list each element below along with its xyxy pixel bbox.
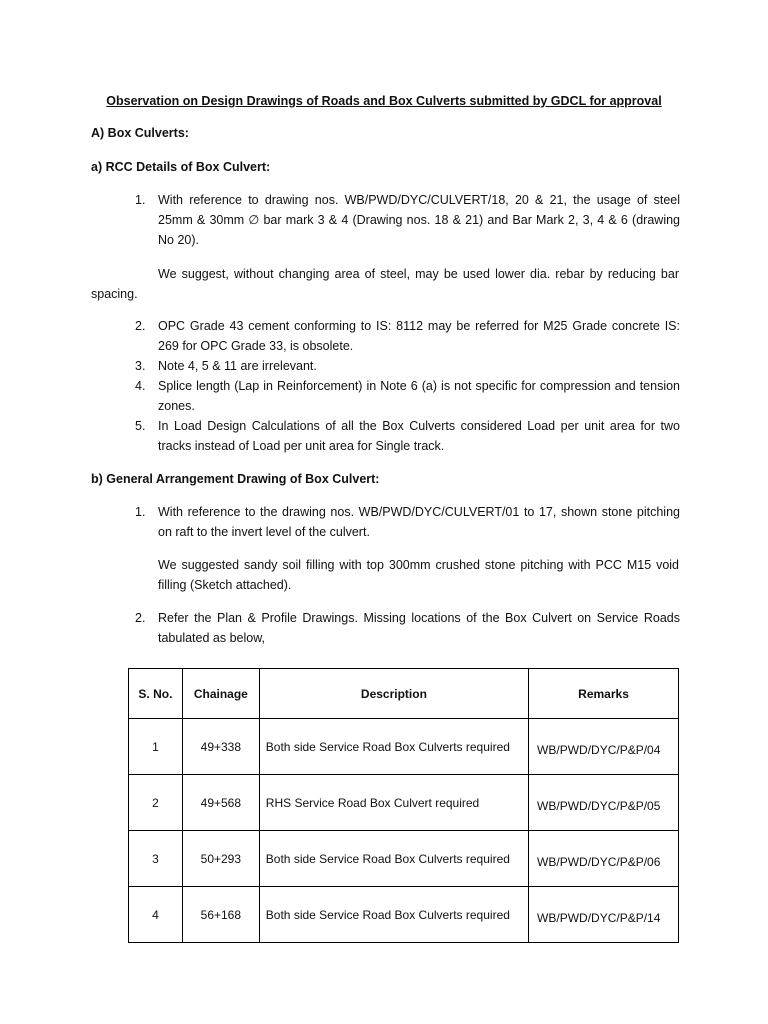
missing-culverts-table (128, 668, 679, 943)
cell-remarks: WB/PWD/DYC/P&P/06 (529, 831, 679, 887)
column-header-chainage: Chainage (182, 669, 259, 719)
list-item-text: Refer the Plan & Profile Drawings. Missing locations of the Box Culvert on Service Roads tabulated as below, (158, 611, 680, 645)
cell-remarks: WB/PWD/DYC/P&P/14 (529, 887, 679, 943)
cell-description: Both side Service Road Box Culverts required (259, 831, 528, 887)
list-item (135, 316, 680, 356)
list-item-text: In Load Design Calculations of all the Box Culverts considered Load per unit area for two tracks instead of Load per unit area for Single track. (158, 419, 680, 453)
list-item (135, 416, 680, 456)
list-item-text: Splice length (Lap in Reinforcement) in Note 6 (a) is not specific for compression and tension zones. (158, 379, 680, 413)
list-item (135, 376, 680, 416)
list-item (135, 356, 680, 376)
list-item-number: 1. (135, 505, 146, 519)
table-header-row (129, 669, 679, 719)
table-row (129, 831, 679, 887)
table-row (129, 887, 679, 943)
column-header-remarks: Remarks (529, 669, 679, 719)
list-item (135, 190, 680, 250)
cell-sno: 2 (129, 775, 183, 831)
cell-description: Both side Service Road Box Culverts required (259, 887, 528, 943)
cell-remarks: WB/PWD/DYC/P&P/04 (529, 719, 679, 775)
suggestion-text: We suggest, without changing area of steel, may be used lower dia. rebar by reducing bar spacing. (91, 267, 679, 301)
suggestion-paragraph (91, 264, 679, 304)
cell-chainage: 49+568 (182, 775, 259, 831)
document-title: Observation on Design Drawings of Roads and Box Culverts submitted by GDCL for approval (106, 94, 662, 108)
list-item-number: 4. (135, 379, 146, 393)
subsection-heading-rcc-details: a) RCC Details of Box Culvert: (91, 160, 271, 174)
cell-chainage: 56+168 (182, 887, 259, 943)
list-item-text: Note 4, 5 & 11 are irrelevant. (158, 359, 317, 373)
table-row (129, 719, 679, 775)
column-header-description: Description (259, 669, 528, 719)
section-heading-box-culverts: A) Box Culverts: (91, 126, 189, 140)
list-item-number: 1. (135, 193, 146, 207)
list-item (135, 608, 680, 648)
list-item-text: With reference to drawing nos. WB/PWD/DYC/CULVERT/18, 20 & 21, the usage of steel 25mm & 30mm ∅ bar mark 3 & 4 (Drawing nos. 18 & 21) and Bar Mark 2, 3, 4 & 6 (drawing No 20). (158, 193, 680, 247)
cell-chainage: 49+338 (182, 719, 259, 775)
list-item-number: 5. (135, 419, 146, 433)
cell-description: RHS Service Road Box Culvert required (259, 775, 528, 831)
cell-description: Both side Service Road Box Culverts required (259, 719, 528, 775)
list-item-text: With reference to the drawing nos. WB/PWD/DYC/CULVERT/01 to 17, shown stone pitching on raft to the invert level of the culvert. (158, 505, 680, 539)
column-header-sno: S. No. (129, 669, 183, 719)
table-row (129, 775, 679, 831)
list-item-text: OPC Grade 43 cement conforming to IS: 8112 may be referred for M25 Grade concrete IS: 269 for OPC Grade 33, is obsolete. (158, 319, 680, 353)
list-item-number: 3. (135, 359, 146, 373)
cell-sno: 1 (129, 719, 183, 775)
cell-remarks: WB/PWD/DYC/P&P/05 (529, 775, 679, 831)
list-item-number: 2. (135, 611, 146, 625)
cell-chainage: 50+293 (182, 831, 259, 887)
subsection-heading-general-arrangement: b) General Arrangement Drawing of Box Culvert: (91, 472, 380, 486)
list-item (135, 502, 680, 542)
suggestion-paragraph: We suggested sandy soil filling with top 300mm crushed stone pitching with PCC M15 void filling (Sketch attached). (158, 558, 679, 592)
list-item-number: 2. (135, 319, 146, 333)
cell-sno: 4 (129, 887, 183, 943)
cell-sno: 3 (129, 831, 183, 887)
